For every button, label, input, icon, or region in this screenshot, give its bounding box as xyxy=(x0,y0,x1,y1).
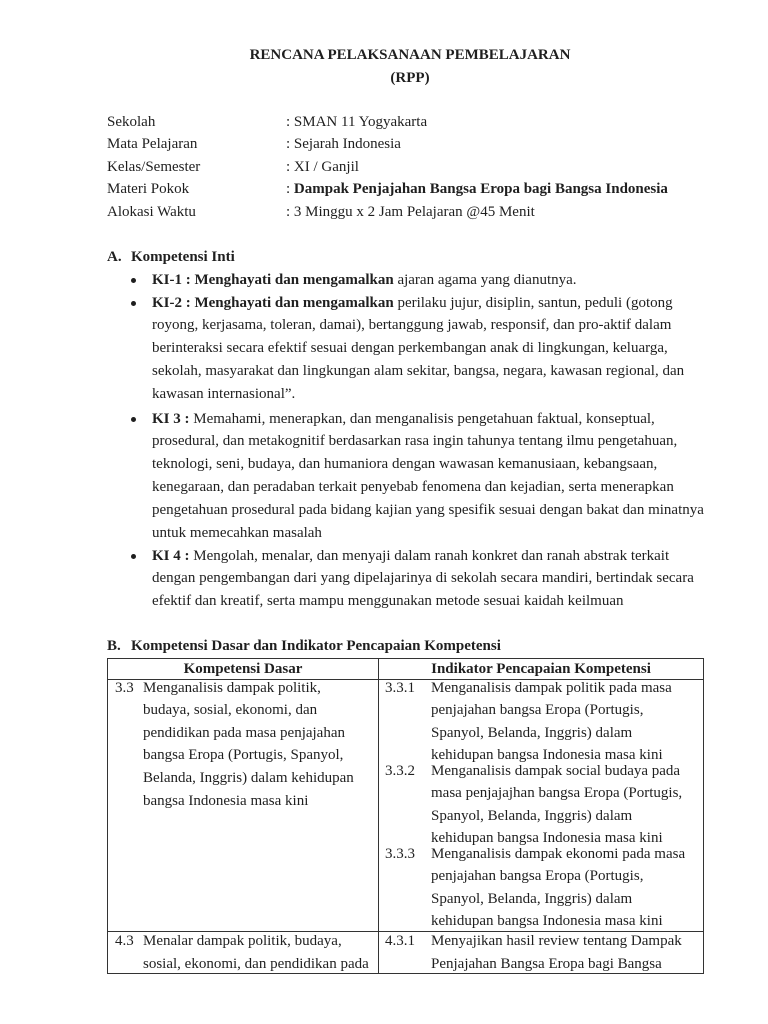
identity-separator: : xyxy=(286,158,291,175)
ki-lead: KI-1 : Menghayati dan mengamalkan xyxy=(152,271,394,288)
ki-line: teknologi, seni, budaya, dan humaniora dengan wawasan kemanusiaan, kebangsaan, xyxy=(152,456,658,473)
identity-value-wrap xyxy=(286,111,427,134)
section-a-heading xyxy=(107,247,235,267)
identity-label: Sekolah xyxy=(107,113,156,130)
ki-line: sekolah, masyarakat dan lingkungan alam sekitar, bangsa, negara, kawasan regional, dan xyxy=(152,362,685,379)
competency-table xyxy=(107,658,704,974)
identity-row-materi-pokok xyxy=(107,178,707,201)
bullet-icon xyxy=(131,417,136,422)
indicator-line: penjajahan bangsa Eropa (Portugis, xyxy=(431,702,644,719)
ki-line xyxy=(152,408,704,431)
indicator-line: Menyajikan hasil review tentang Dampak xyxy=(431,932,682,949)
indicator-line: kehidupan bangsa Indonesia masa kini xyxy=(431,830,663,847)
ki-text: perilaku jujur, disiplin, santun, peduli (gotong xyxy=(397,294,673,311)
section-b-heading xyxy=(107,636,501,656)
kd-number: 4.3 xyxy=(115,932,134,949)
ki-line: untuk memecahkan masalah xyxy=(152,524,322,541)
identity-value: Dampak Penjajahan Bangsa Eropa bagi Bangsa Indonesia xyxy=(293,181,668,198)
kd-text xyxy=(143,677,354,813)
ki-line: royong, kerjasama, toleran, damai), bertanggung jawab, responsif, dan pro-aktif dalam xyxy=(152,317,672,334)
identity-separator: : xyxy=(286,203,291,220)
indicator-line: Menganalisis dampak social budaya pada xyxy=(431,762,681,779)
ki-lead: KI 3 : xyxy=(152,410,190,427)
indicator-number: 3.3.2 xyxy=(385,762,415,779)
ki-line: berinteraksi secara efektif sesuai dengan perkembangan anak di lingkungan, keluarga, xyxy=(152,340,668,357)
indicator-line: penjajahan bangsa Eropa (Portugis, xyxy=(431,868,644,885)
kd-line: pendidikan pada masa penjajahan xyxy=(143,724,346,741)
indicator-line: kehidupan bangsa Indonesia masa kini xyxy=(431,747,663,764)
ki-line: prosedural, dan metakognitif berdasarkan rasa ingin tahunya tentang ilmu pengetahuan, xyxy=(152,433,678,450)
ki-text: Memahami, menerapkan, dan menganalisis pengetahuan faktual, konseptual, xyxy=(193,410,655,427)
ki-line: kawasan internasional”. xyxy=(152,385,296,402)
bullet-icon xyxy=(131,301,136,306)
ki-line: kenegaraan, dan peradaban terkait penyebab fenomena dan kejadian, serta menerapkan xyxy=(152,478,674,495)
ki-line xyxy=(152,269,577,292)
identity-value-wrap xyxy=(286,133,401,156)
ki-item-3 xyxy=(152,408,704,545)
ki-lead: KI-2 : Menghayati dan mengamalkan xyxy=(152,294,394,311)
ki-line: efektif dan kreatif, serta mampu menggunakan metode sesuai kaidah keilmuan xyxy=(152,593,624,610)
ki-item-4 xyxy=(152,545,694,613)
bullet-icon xyxy=(131,278,136,283)
document-title: RENCANA PELAKSANAAN PEMBELAJARAN xyxy=(249,47,571,63)
identity-block xyxy=(107,111,707,224)
identity-separator: : xyxy=(286,181,291,198)
header-indikator: Indikator Pencapaian Kompetensi xyxy=(431,661,651,677)
indicator-number: 3.3.3 xyxy=(385,845,415,862)
indicator-line: kehidupan bangsa Indonesia masa kini xyxy=(431,913,663,930)
identity-value: SMAN 11 Yogyakarta xyxy=(293,113,428,130)
ki-text: ajaran agama yang dianutnya. xyxy=(397,271,577,288)
section-letter: A. xyxy=(107,249,122,265)
column-divider xyxy=(378,659,379,973)
identity-separator: : xyxy=(286,136,291,153)
identity-row-mata-pelajaran xyxy=(107,133,707,156)
ki-item-2 xyxy=(152,292,684,406)
indicator-line: Penjajahan Bangsa Eropa bagi Bangsa xyxy=(431,955,662,972)
ki-item-1 xyxy=(152,269,577,292)
kd-line: Menganalisis dampak politik, xyxy=(143,679,321,696)
indicator-line: Menganalisis dampak ekonomi pada masa xyxy=(431,845,686,862)
identity-value-wrap xyxy=(286,201,535,224)
document-subtitle: (RPP) xyxy=(390,70,430,86)
section-letter: B. xyxy=(107,638,121,654)
ki-line: pengetahuan prosedural pada bidang kajian yang spesifik sesuai dengan bakat dan minatnya xyxy=(152,501,704,518)
identity-label: Kelas/Semester xyxy=(107,158,201,175)
kd-line: budaya, sosial, ekonomi, dan xyxy=(143,702,318,719)
identity-label: Materi Pokok xyxy=(107,181,190,198)
identity-value-wrap xyxy=(286,178,668,201)
kd-line: bangsa Indonesia masa kini xyxy=(143,792,309,809)
indicator-line: Spanyol, Belanda, Inggris) dalam xyxy=(431,724,633,741)
indicator-line: Menganalisis dampak politik pada masa xyxy=(431,679,672,696)
indicator-text xyxy=(431,760,682,850)
identity-row-sekolah xyxy=(107,111,707,134)
identity-row-alokasi-waktu xyxy=(107,201,707,224)
identity-value: 3 Minggu x 2 Jam Pelajaran @45 Menit xyxy=(293,203,535,220)
indicator-text xyxy=(431,677,672,767)
kd-text xyxy=(143,930,369,976)
identity-label: Mata Pelajaran xyxy=(107,136,198,153)
kd-line: Menalar dampak politik, budaya, xyxy=(143,932,342,949)
section-title: Kompetensi Inti xyxy=(131,249,235,265)
kd-line: sosial, ekonomi, dan pendidikan pada xyxy=(143,955,369,972)
bullet-icon xyxy=(131,554,136,559)
identity-value: XI / Ganjil xyxy=(293,158,359,175)
ki-lead: KI 4 : xyxy=(152,547,190,564)
section-title: Kompetensi Dasar dan Indikator Pencapaian Kompetensi xyxy=(131,638,501,654)
identity-label: Alokasi Waktu xyxy=(107,203,196,220)
identity-value-wrap xyxy=(286,156,359,179)
kd-number: 3.3 xyxy=(115,679,134,696)
indicator-line: masa penjajajhan bangsa Eropa (Portugis, xyxy=(431,785,683,802)
identity-separator: : xyxy=(286,113,291,130)
kd-line: bangsa Eropa (Portugis, Spanyol, xyxy=(143,747,344,764)
indicator-line: Spanyol, Belanda, Inggris) dalam xyxy=(431,807,633,824)
ki-line: dengan pengembangan dari yang dipelajarinya di sekolah secara mandiri, bertindak secara xyxy=(152,570,694,587)
ki-line xyxy=(152,292,684,315)
indicator-number: 3.3.1 xyxy=(385,679,415,696)
indicator-number: 4.3.1 xyxy=(385,932,415,949)
kd-line: Belanda, Inggris) dalam kehidupan xyxy=(143,769,354,786)
identity-row-kelas-semester xyxy=(107,156,707,179)
header-kompetensi-dasar: Kompetensi Dasar xyxy=(183,661,303,677)
indicator-line: Spanyol, Belanda, Inggris) dalam xyxy=(431,890,633,907)
indicator-text xyxy=(431,930,682,976)
ki-line xyxy=(152,545,694,568)
indicator-text xyxy=(431,843,685,933)
ki-text: Mengolah, menalar, dan menyaji dalam ranah konkret dan ranah abstrak terkait xyxy=(193,547,670,564)
identity-value: Sejarah Indonesia xyxy=(293,136,401,153)
